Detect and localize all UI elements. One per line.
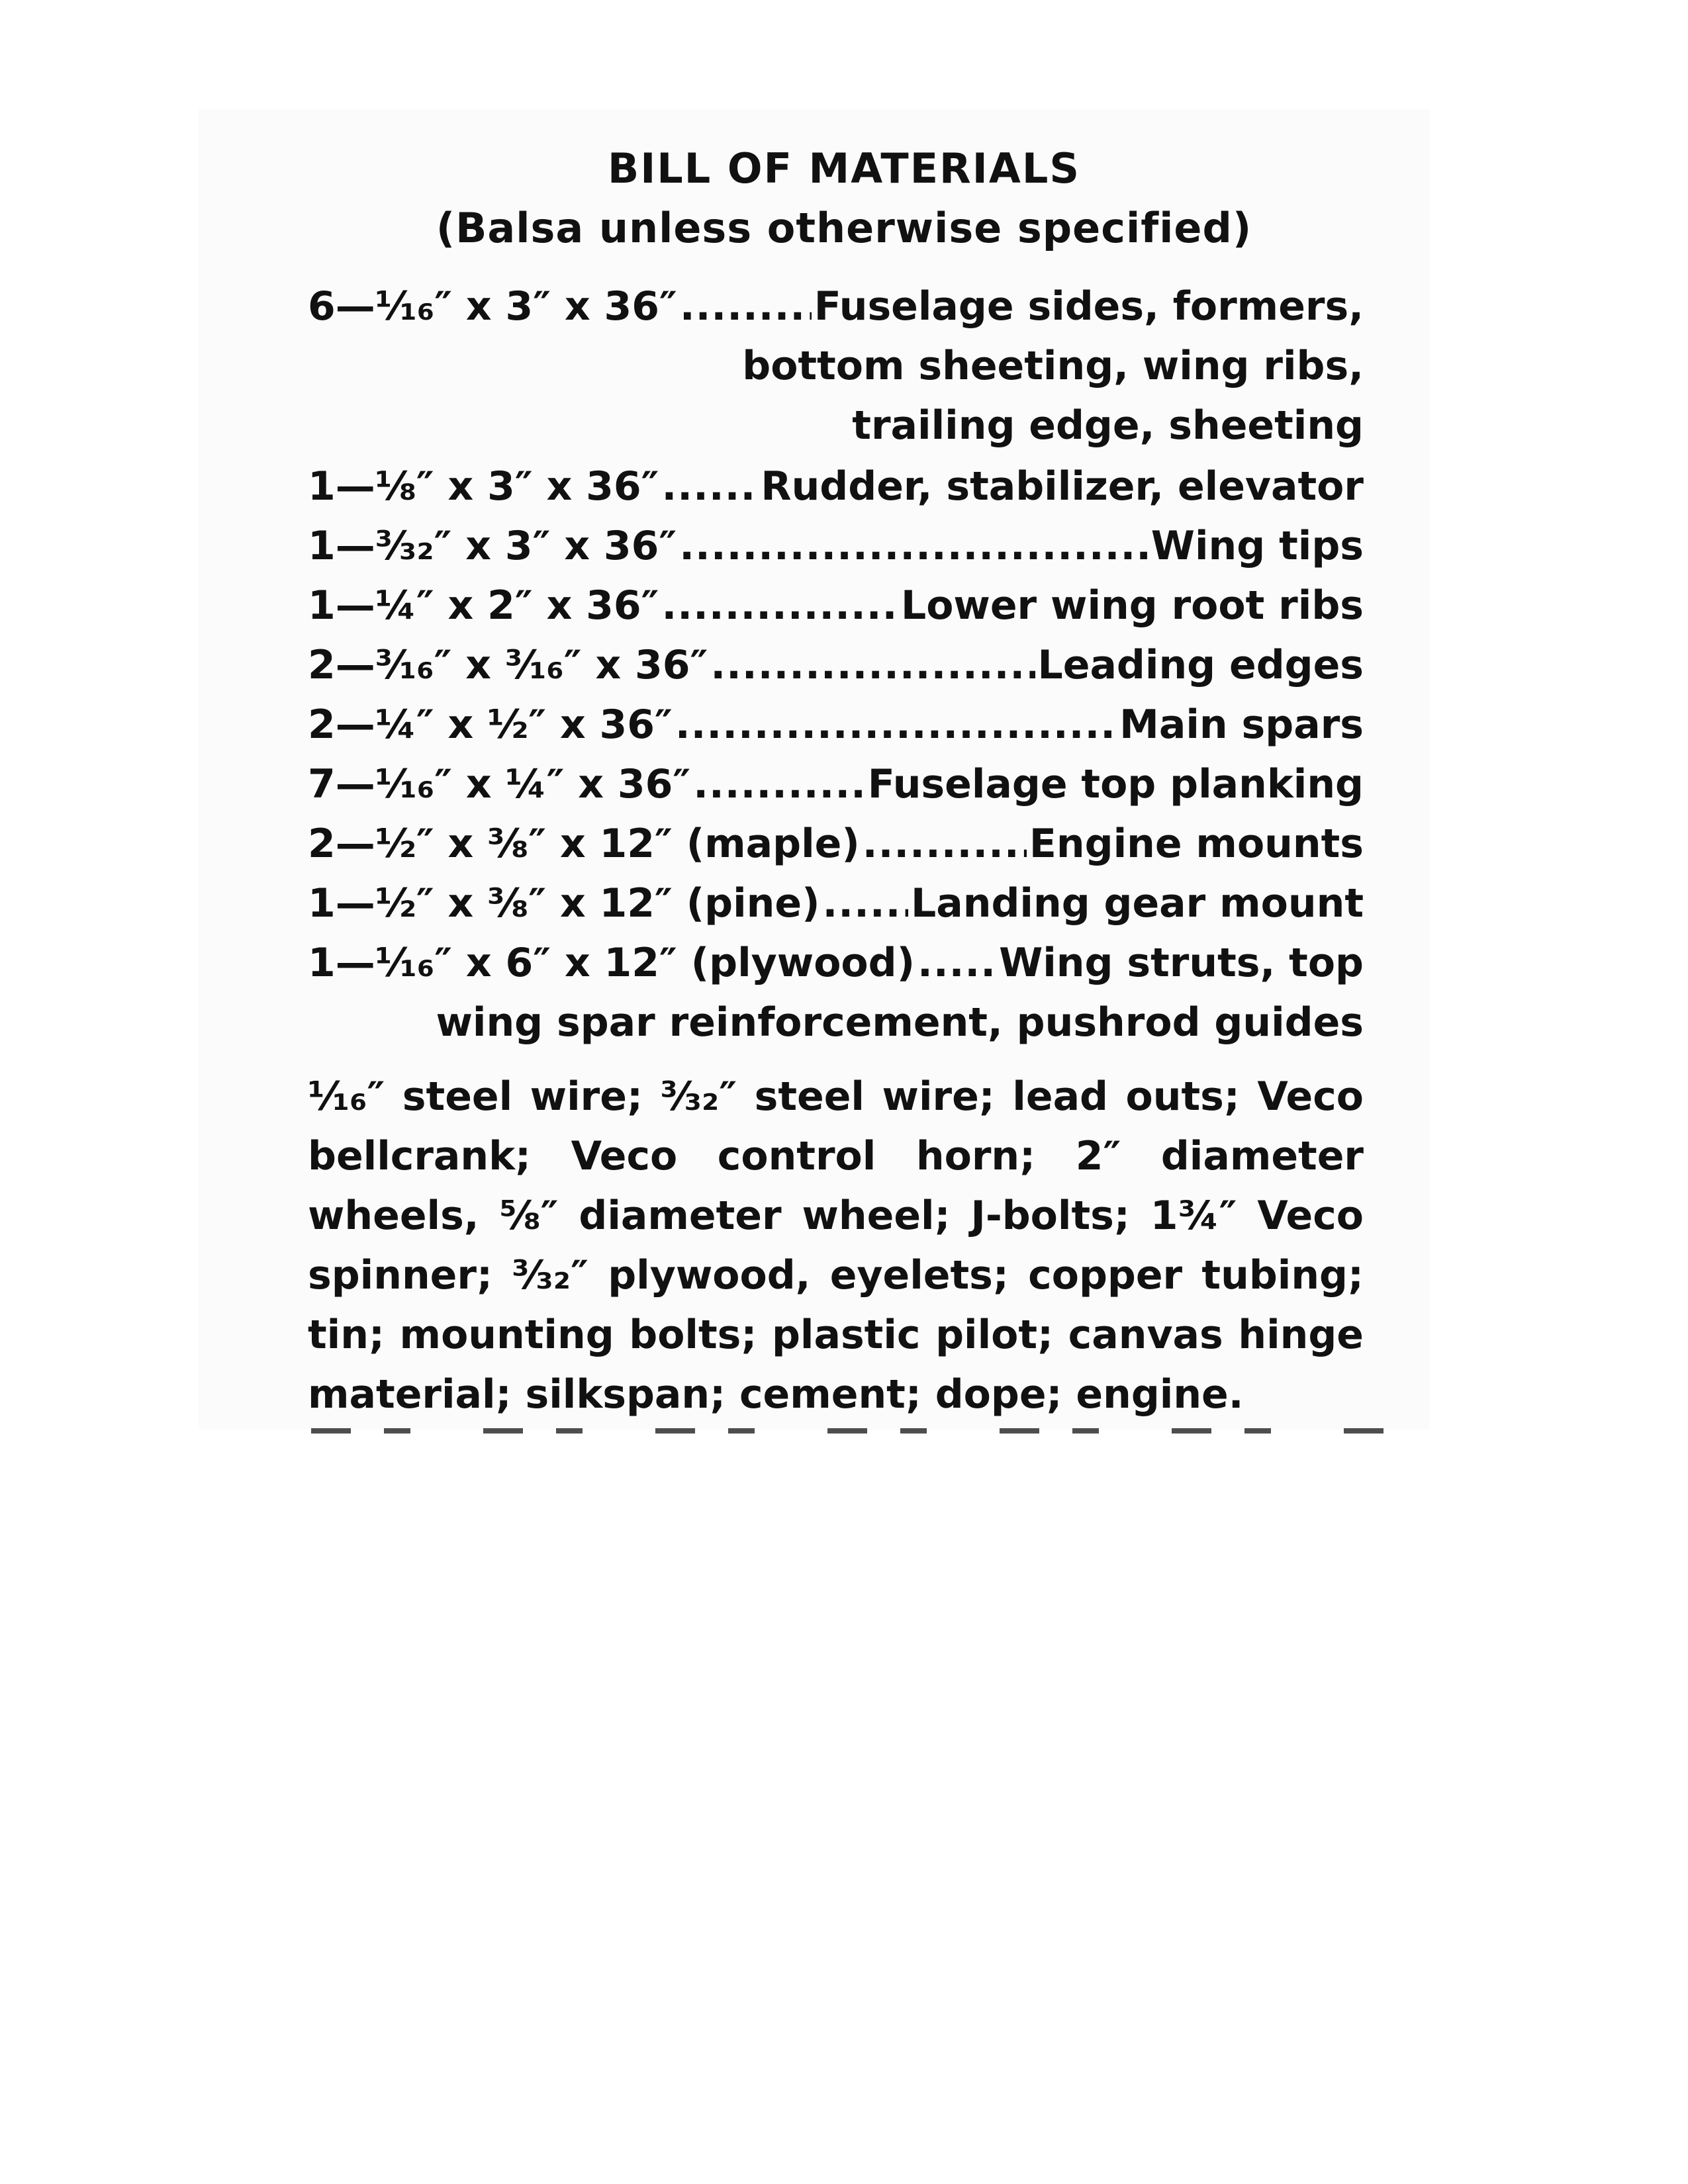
material-use: Leading edges bbox=[1037, 642, 1364, 688]
material-size: 1—⅛″ x 3″ x 36″ bbox=[308, 463, 659, 510]
dot-leader bbox=[693, 754, 865, 814]
material-size: 2—¼″ x ½″ x 36″ bbox=[308, 702, 673, 748]
material-use: Fuselage top planking bbox=[867, 761, 1364, 807]
material-row-10 bbox=[308, 933, 1364, 993]
material-use: Lower wing root ribs bbox=[900, 582, 1364, 629]
material-use: Engine mounts bbox=[1029, 821, 1364, 867]
material-size: 2—³⁄₁₆″ x ³⁄₁₆″ x 36″ bbox=[308, 642, 708, 688]
dot-leader bbox=[823, 874, 909, 933]
dot-leader bbox=[661, 457, 758, 516]
material-size: 1—¼″ x 2″ x 36″ bbox=[308, 582, 659, 629]
dot-leader bbox=[661, 576, 898, 635]
material-size: 2—½″ x ⅜″ x 12″ (maple) bbox=[308, 821, 860, 867]
dot-leader bbox=[710, 635, 1035, 695]
dot-leader bbox=[675, 695, 1117, 754]
material-use: Rudder, stabilizer, elevator bbox=[761, 463, 1364, 510]
dot-leader bbox=[863, 814, 1027, 874]
material-row-1 bbox=[308, 277, 1364, 336]
material-use: Landing gear mount bbox=[911, 880, 1364, 927]
material-use: Main spars bbox=[1119, 702, 1364, 748]
material-row-4 bbox=[308, 576, 1364, 635]
page-title: BILL OF MATERIALS bbox=[607, 144, 1081, 193]
material-row-2 bbox=[308, 457, 1364, 516]
material-use: Wing struts, top bbox=[999, 940, 1364, 986]
material-size: 1—⅟₁₆″ x 6″ x 12″ (plywood) bbox=[308, 940, 915, 986]
material-use-continuation: trailing edge, sheeting bbox=[852, 402, 1364, 449]
material-row-6 bbox=[308, 695, 1364, 754]
material-size: 1—³⁄₃₂″ x 3″ x 36″ bbox=[308, 523, 677, 569]
dot-leader bbox=[679, 516, 1149, 576]
material-row-3 bbox=[308, 516, 1364, 576]
material-use: Wing tips bbox=[1150, 523, 1364, 569]
material-row-9 bbox=[308, 874, 1364, 933]
material-size: 6—⅟₁₆″ x 3″ x 36″ bbox=[308, 283, 677, 330]
cropped-next-line-fragment bbox=[311, 1428, 1383, 1433]
material-use-continuation: bottom sheeting, wing ribs, bbox=[742, 343, 1364, 389]
material-row-7 bbox=[308, 754, 1364, 814]
material-size: 7—⅟₁₆″ x ¼″ x 36″ bbox=[308, 761, 691, 807]
material-use-continuation: wing spar reinforcement, pushrod guides bbox=[436, 999, 1364, 1046]
material-row-5 bbox=[308, 635, 1364, 695]
dot-leader bbox=[680, 277, 812, 336]
material-size: 1—½″ x ⅜″ x 12″ (pine) bbox=[308, 880, 820, 927]
dot-leader bbox=[917, 933, 996, 993]
page-subtitle: (Balsa unless otherwise specified) bbox=[436, 204, 1252, 252]
hardware-list: ⅟₁₆″ steel wire; ³⁄₃₂″ steel wire; lead outs; Veco bellcrank; Veco control horn; 2″ diameter wheels, ⅝″ diameter wheel; J-bolts; 1¾″ Veco spinner; ³⁄₃₂″ plywood, eyelets; copper tubing; tin; mounting bolts; plastic pilot; canvas hinge material; silkspan; cement; dope; engine. bbox=[308, 1073, 1364, 1418]
material-use: Fuselage sides, formers, bbox=[814, 283, 1364, 330]
material-row-8 bbox=[308, 814, 1364, 874]
